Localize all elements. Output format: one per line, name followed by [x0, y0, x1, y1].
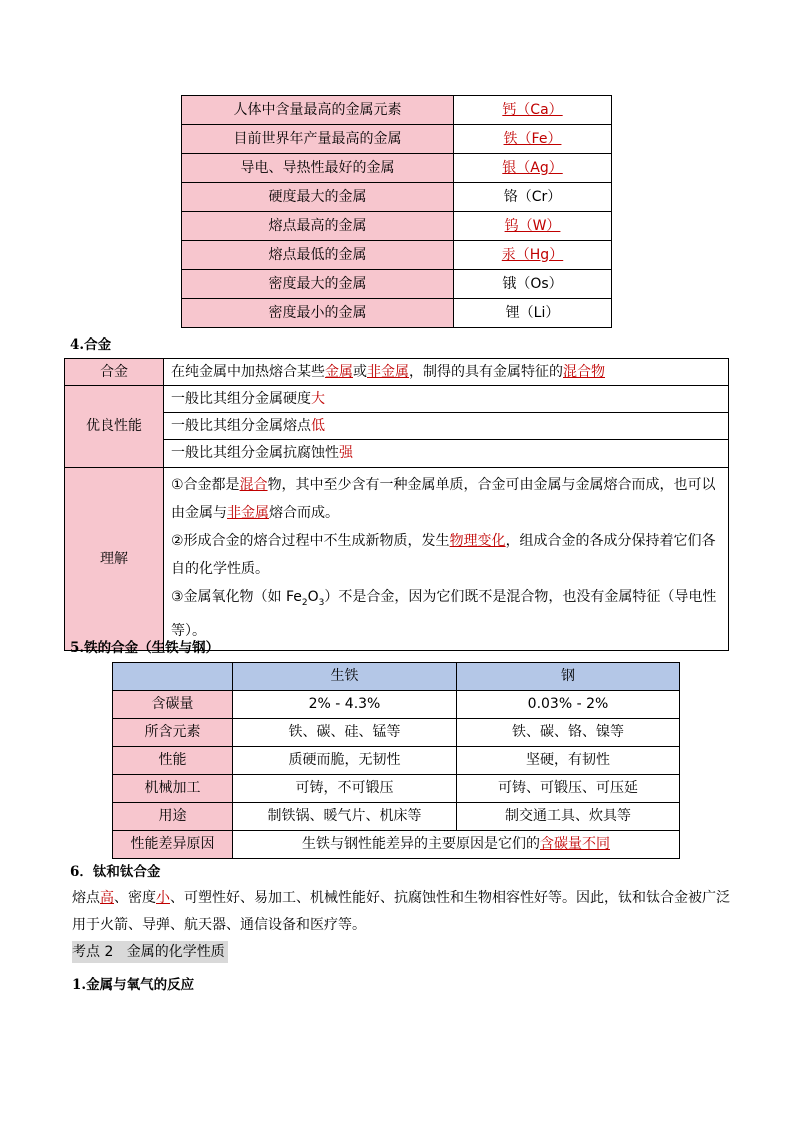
pig-iron-cell: 2% - 4.3% — [233, 691, 457, 719]
alloy-definition: 在纯金属中加热熔合某些金属或非金属，制得的具有金属特征的混合物 — [164, 359, 729, 386]
steel-cell: 铁、碳、铬、镍等 — [457, 719, 680, 747]
metal-fact-row — [182, 125, 612, 154]
performance-item: 一般比其组分金属硬度大 — [164, 386, 729, 413]
row-label: 所含元素 — [113, 719, 233, 747]
metal-fact-value: 锂（Li） — [454, 299, 612, 328]
row-label: 含碳量 — [113, 691, 233, 719]
row-label: 性能 — [113, 747, 233, 775]
steel-cell: 可铸、可锻压、可压延 — [457, 775, 680, 803]
section-heading-titanium: 6．钛和钛合金 — [70, 864, 161, 880]
performance-item: 一般比其组分金属抗腐蚀性强 — [164, 440, 729, 468]
metal-fact-label: 人体中含量最高的金属元素 — [182, 96, 454, 125]
understanding-point-1: ①合金都是混合物，其中至少含有一种金属单质，合金可由金属与金属熔合而成，也可以由金属与非金属熔合而成。 — [171, 477, 716, 521]
performance-label: 优良性能 — [65, 386, 164, 468]
steel-cell: 坚硬，有韧性 — [457, 747, 680, 775]
understanding-label: 理解 — [65, 468, 164, 651]
metal-fact-label: 密度最大的金属 — [182, 270, 454, 299]
metal-fact-row — [182, 270, 612, 299]
section-heading-iron-alloy: 5.铁的合金（生铁与钢） — [70, 640, 220, 656]
metal-fact-value: 银（Ag） — [454, 154, 612, 183]
alloy-table — [64, 358, 729, 651]
pig-iron-cell: 铁、碳、硅、锰等 — [233, 719, 457, 747]
iron-steel-row — [113, 747, 680, 775]
diff-value: 生铁与钢性能差异的主要原因是它们的含碳量不同 — [233, 831, 680, 859]
metal-fact-value: 铁（Fe） — [454, 125, 612, 154]
understanding-point-3: ③金属氧化物（如 $Fe_2O_3$）不是合金，因为它们既不是混合物，也没有金属特征（导电性等）。 — [171, 589, 717, 639]
row-label: 机械加工 — [113, 775, 233, 803]
row-label: 用途 — [113, 803, 233, 831]
steel-cell: 制交通工具、炊具等 — [457, 803, 680, 831]
alloy-label: 合金 — [65, 359, 164, 386]
metal-fact-label: 熔点最高的金属 — [182, 212, 454, 241]
pig-iron-cell: 制铁锅、暖气片、机床等 — [233, 803, 457, 831]
pig-iron-cell: 质硬而脆，无韧性 — [233, 747, 457, 775]
understanding-text — [164, 468, 729, 651]
metal-fact-label: 密度最小的金属 — [182, 299, 454, 328]
metal-fact-value: 钨（W） — [454, 212, 612, 241]
pig-iron-cell: 可铸，不可锻压 — [233, 775, 457, 803]
iron-steel-diff-row — [113, 831, 680, 859]
metal-fact-value: 锇（Os） — [454, 270, 612, 299]
iron-steel-row — [113, 691, 680, 719]
performance-item: 一般比其组分金属熔点低 — [164, 413, 729, 440]
header-empty — [113, 663, 233, 691]
iron-steel-row — [113, 719, 680, 747]
diff-label: 性能差异原因 — [113, 831, 233, 859]
iron-steel-row — [113, 803, 680, 831]
iron-steel-table — [112, 662, 680, 859]
metal-fact-label: 硬度最大的金属 — [182, 183, 454, 212]
steel-cell: 0.03% - 2% — [457, 691, 680, 719]
metal-fact-value: 汞（Hg） — [454, 241, 612, 270]
metal-fact-label: 导电、导热性最好的金属 — [182, 154, 454, 183]
metal-fact-label: 熔点最低的金属 — [182, 241, 454, 270]
header-steel: 钢 — [457, 663, 680, 691]
section-heading-alloy: 4.合金 — [70, 337, 112, 353]
metal-fact-row — [182, 241, 612, 270]
metal-fact-row — [182, 212, 612, 241]
metal-facts-table — [181, 95, 612, 328]
metal-fact-value: 钙（Ca） — [454, 96, 612, 125]
metal-fact-row — [182, 96, 612, 125]
exam-point-title: 考点 2 金属的化学性质 — [72, 941, 228, 963]
subheading-oxygen-reaction: 1.金属与氧气的反应 — [72, 977, 195, 993]
iron-steel-row — [113, 775, 680, 803]
metal-fact-label: 目前世界年产量最高的金属 — [182, 125, 454, 154]
metal-fact-value: 铬（Cr） — [454, 183, 612, 212]
header-pig-iron: 生铁 — [233, 663, 457, 691]
metal-fact-row — [182, 299, 612, 328]
understanding-point-2: ②形成合金的熔合过程中不生成新物质，发生物理变化，组成合金的各成分保持着它们各自的化学性质。 — [171, 533, 716, 577]
metal-fact-row — [182, 154, 612, 183]
metal-fact-row — [182, 183, 612, 212]
titanium-paragraph: 熔点高、密度小、可塑性好、易加工、机械性能好、抗腐蚀性和生物相容性好等。因此，钛和钛合金被广泛用于火箭、导弹、航天器、通信设备和医疗等。 — [72, 890, 730, 933]
